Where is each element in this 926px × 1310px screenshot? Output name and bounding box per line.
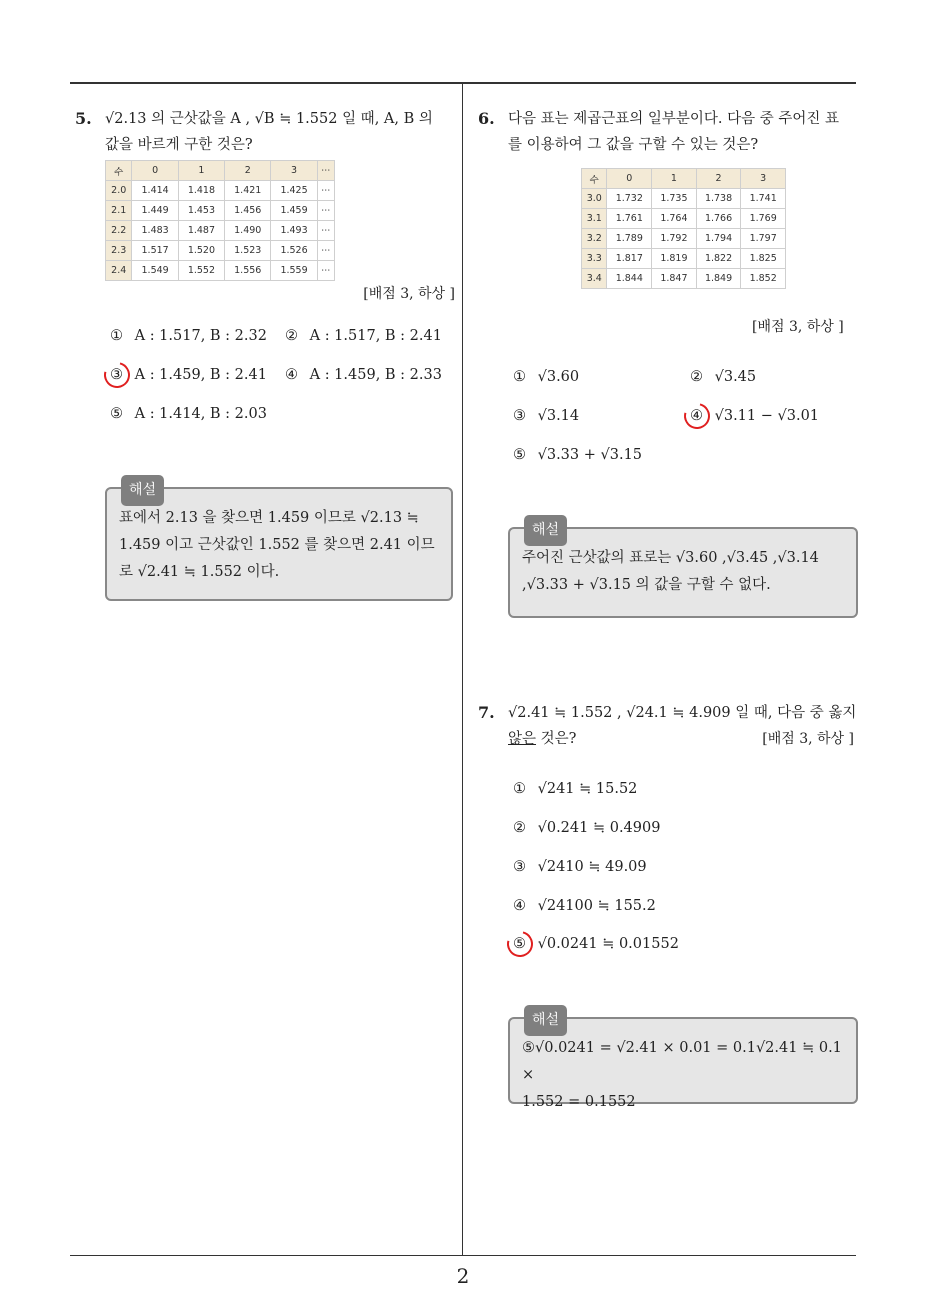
- table-cell: 1.425: [271, 181, 317, 201]
- question-5-solution: [105, 482, 453, 601]
- question-6-text-line1: 다음 표는 제곱근표의 일부분이다. 다음 중 주어진 표: [508, 111, 840, 127]
- table-cell: 1.764: [652, 209, 697, 229]
- choice-1[interactable]: [513, 781, 637, 797]
- table-cell: 1.741: [741, 189, 786, 209]
- table-cell: 1.559: [271, 261, 317, 281]
- solution-tag: 해설: [524, 515, 567, 546]
- choice-text: A : 1.459, B : 2.33: [309, 367, 442, 383]
- table-cell: 1.735: [652, 189, 697, 209]
- choice-text: √3.45: [714, 369, 757, 385]
- table-cell: 1.794: [696, 229, 741, 249]
- solution-line: ⑤√0.0241 = √2.41 × 0.01 = 0.1√2.41 ≒ 0.1 ×: [522, 1040, 842, 1083]
- choice-text: √0.0241 ≒ 0.01552: [537, 936, 679, 952]
- table-cell: 1.769: [741, 209, 786, 229]
- question-7-text-line1: √2.41 ≒ 1.552 , √24.1 ≒ 4.909 일 때, 다음 중 옳지: [508, 705, 857, 721]
- choice-mark: ①: [513, 369, 526, 385]
- table-cell: ⋯: [317, 241, 334, 261]
- question-7-score: [배점 3, 하상 ]: [762, 731, 854, 747]
- choice-3-correct[interactable]: [110, 367, 267, 383]
- table-cell: 1.493: [271, 221, 317, 241]
- choice-mark: ⑤: [110, 406, 123, 422]
- table-row: [582, 229, 786, 249]
- choice-mark: ③: [513, 859, 526, 875]
- choice-5-correct[interactable]: [513, 936, 679, 952]
- table-cell: 1.520: [178, 241, 224, 261]
- question-5-number: 5.: [75, 109, 92, 128]
- table-cell: 1.789: [607, 229, 652, 249]
- solution-tag: 해설: [524, 1005, 567, 1036]
- choice-text: √241 ≒ 15.52: [537, 781, 638, 797]
- choice-5[interactable]: [513, 447, 642, 463]
- table-row: [582, 209, 786, 229]
- answer-circle-icon: ③: [110, 367, 130, 383]
- table-cell: 1.483: [132, 221, 178, 241]
- table-cell: ⋯: [317, 201, 334, 221]
- solution-tag: 해설: [121, 475, 164, 506]
- question-5: [75, 106, 455, 303]
- choice-2[interactable]: [513, 820, 660, 836]
- table-header-cell: ⋯: [317, 161, 334, 181]
- choice-text: √0.241 ≒ 0.4909: [537, 820, 661, 836]
- question-6-solution: [508, 522, 858, 618]
- solution-line: 1.552 = 0.1552: [522, 1094, 636, 1110]
- table-row: [106, 181, 335, 201]
- table-header-cell: 0: [607, 169, 652, 189]
- question-7-stem: [478, 700, 858, 752]
- table-cell: 1.456: [225, 201, 271, 221]
- choice-text: √3.33 + √3.15: [537, 447, 643, 463]
- page-number: 2: [456, 1264, 470, 1288]
- choice-1[interactable]: [513, 369, 579, 385]
- table-cell: 1.852: [741, 269, 786, 289]
- solution-line: 1.459 이고 근삿값인 1.552 를 찾으면 2.41 이므: [119, 537, 435, 553]
- column-divider: [462, 83, 463, 1256]
- choice-text: √3.60: [537, 369, 580, 385]
- table-cell: 1.453: [178, 201, 224, 221]
- question-6-number: 6.: [478, 109, 495, 128]
- table-cell: ⋯: [317, 261, 334, 281]
- table-cell: 3.0: [582, 189, 607, 209]
- choice-5[interactable]: [110, 406, 267, 422]
- table-cell: 1.487: [178, 221, 224, 241]
- question-5-score: [배점 3, 하상 ]: [363, 286, 455, 302]
- solution-line: 로 √2.41 ≒ 1.552 이다.: [119, 564, 280, 580]
- table-cell: 1.825: [741, 249, 786, 269]
- choice-mark: ②: [513, 820, 526, 836]
- choice-mark: ①: [513, 781, 526, 797]
- table-cell: 1.817: [607, 249, 652, 269]
- square-root-table: [105, 160, 335, 281]
- table-cell: 1.449: [132, 201, 178, 221]
- solution-line: 주어진 근삿값의 표로는 √3.60 ,√3.45 ,√3.14: [522, 550, 819, 566]
- table-cell: 1.738: [696, 189, 741, 209]
- table-header-cell: 2: [225, 161, 271, 181]
- answer-circle-icon: ⑤: [513, 936, 533, 952]
- choice-text: A : 1.517, B : 2.32: [134, 328, 267, 344]
- table-cell: 1.792: [652, 229, 697, 249]
- table-header-cell: 1: [652, 169, 697, 189]
- table-cell: 1.849: [696, 269, 741, 289]
- table-header-cell: 1: [178, 161, 224, 181]
- question-5-stem: [75, 106, 455, 158]
- table-cell: 1.517: [132, 241, 178, 261]
- table-cell: 1.549: [132, 261, 178, 281]
- solution-line: 표에서 2.13 을 찾으면 1.459 이므로 √2.13 ≒: [119, 510, 419, 526]
- choice-text: √24100 ≒ 155.2: [537, 898, 656, 914]
- table-header-cell: 수: [582, 169, 607, 189]
- choice-3[interactable]: [513, 408, 579, 424]
- table-cell: 1.418: [178, 181, 224, 201]
- table-header-row: [106, 161, 335, 181]
- table-header-cell: 3: [271, 161, 317, 181]
- choice-mark: ②: [285, 328, 298, 344]
- table-cell: 1.490: [225, 221, 271, 241]
- table-cell: 1.523: [225, 241, 271, 261]
- question-5-text-line1: √2.13 의 근삿값을 A , √B ≒ 1.552 일 때, A, B 의: [105, 111, 433, 127]
- header-rule: [70, 82, 856, 84]
- choice-4-correct[interactable]: [690, 408, 819, 424]
- table-row: [106, 261, 335, 281]
- choice-4[interactable]: [513, 898, 656, 914]
- table-cell: 1.819: [652, 249, 697, 269]
- table-header-cell: 2: [696, 169, 741, 189]
- choice-2[interactable]: [690, 369, 756, 385]
- table-cell: 2.2: [106, 221, 132, 241]
- table-cell: 1.766: [696, 209, 741, 229]
- question-7-text-line2: 않은 것은? [배점 3, 하상 ]: [508, 726, 858, 752]
- table-cell: 1.459: [271, 201, 317, 221]
- table-row: [582, 269, 786, 289]
- table-header-cell: 0: [132, 161, 178, 181]
- table-cell: 2.0: [106, 181, 132, 201]
- question-6-text-line2: 를 이용하여 그 값을 구할 수 있는 것은?: [508, 137, 759, 153]
- choice-mark: ⑤: [513, 447, 526, 463]
- choice-mark: ④: [513, 898, 526, 914]
- table-cell: 1.732: [607, 189, 652, 209]
- question-5-text-line2: 값을 바르게 구한 것은?: [105, 137, 253, 153]
- choice-mark: ①: [110, 328, 123, 344]
- answer-circle-icon: ④: [690, 408, 710, 424]
- table-cell: 2.4: [106, 261, 132, 281]
- table-row: [106, 221, 335, 241]
- choice-4[interactable]: [285, 367, 442, 383]
- table-cell: 3.4: [582, 269, 607, 289]
- table-cell: 1.526: [271, 241, 317, 261]
- question-7-solution: [508, 1012, 858, 1110]
- question-7-number: 7.: [478, 703, 495, 722]
- table-cell: 1.844: [607, 269, 652, 289]
- question-6: [478, 106, 858, 158]
- choice-text: A : 1.517, B : 2.41: [309, 328, 442, 344]
- table-header-cell: 3: [741, 169, 786, 189]
- square-root-table: [581, 168, 786, 289]
- table-header-row: [582, 169, 786, 189]
- choice-text: √3.14: [537, 408, 580, 424]
- table-cell: 1.797: [741, 229, 786, 249]
- table-cell: 1.552: [178, 261, 224, 281]
- choice-mark: ④: [285, 367, 298, 383]
- table-cell: 3.3: [582, 249, 607, 269]
- table-cell: ⋯: [317, 221, 334, 241]
- table-cell: 1.556: [225, 261, 271, 281]
- table-row: [582, 189, 786, 209]
- choice-text: √2410 ≒ 49.09: [537, 859, 647, 875]
- table-cell: 3.1: [582, 209, 607, 229]
- table-row: [106, 241, 335, 261]
- choice-mark: ②: [690, 369, 703, 385]
- table-header-cell: 수: [106, 161, 132, 181]
- solution-line: ,√3.33 + √3.15 의 값을 구할 수 없다.: [522, 577, 771, 593]
- choice-3[interactable]: [513, 859, 647, 875]
- table-cell: 1.847: [652, 269, 697, 289]
- choice-2[interactable]: [285, 328, 442, 344]
- choice-1[interactable]: [110, 328, 267, 344]
- table-row: [582, 249, 786, 269]
- choice-mark: ③: [513, 408, 526, 424]
- choice-text: √3.11 − √3.01: [714, 408, 820, 424]
- table-row: [106, 201, 335, 221]
- table-cell: 3.2: [582, 229, 607, 249]
- question-7: [478, 700, 858, 752]
- question-6-score: [배점 3, 하상 ]: [752, 319, 844, 335]
- table-cell: 1.822: [696, 249, 741, 269]
- table-cell: 2.3: [106, 241, 132, 261]
- table-cell: 1.421: [225, 181, 271, 201]
- table-cell: 1.414: [132, 181, 178, 201]
- table-cell: 2.1: [106, 201, 132, 221]
- choice-text: A : 1.414, B : 2.03: [134, 406, 267, 422]
- footer-rule: [70, 1255, 856, 1256]
- question-6-stem: [478, 106, 858, 158]
- table-cell: ⋯: [317, 181, 334, 201]
- table-cell: 1.761: [607, 209, 652, 229]
- emphasis-text: 않은: [508, 731, 537, 747]
- choice-text: A : 1.459, B : 2.41: [134, 367, 267, 383]
